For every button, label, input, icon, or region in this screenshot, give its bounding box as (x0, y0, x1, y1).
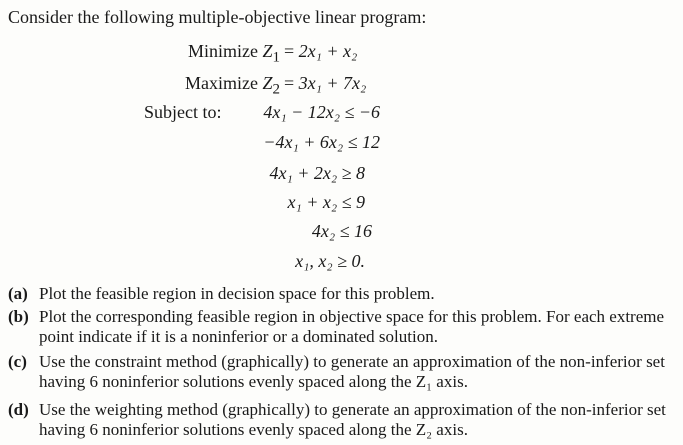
constraint-6 (190, 250, 365, 272)
constraint-6-text: x₁, x₂ ≥ 0. (295, 251, 365, 271)
problem-intro: Consider the following multiple-objective linear program: (8, 7, 427, 27)
part-c-tag: (c) (8, 352, 27, 371)
objective-1-label-text: Minimize (187, 41, 258, 61)
part-d-tag: (d) (8, 400, 29, 419)
objective-2-label (120, 72, 280, 101)
objective-2-label-text: Maximize (185, 73, 258, 93)
part-a (8, 284, 678, 304)
constraint-4-text: x₁ + x₂ ≤ 9 (287, 192, 365, 212)
part-b (8, 307, 678, 347)
objective-1-sub: 1 (272, 49, 280, 66)
constraint-4 (190, 191, 365, 213)
constraint-2-text: −4x₁ + 6x₂ ≤ 12 (263, 132, 380, 152)
constraint-5 (190, 220, 372, 242)
subject-to-label: Subject to: (144, 102, 222, 122)
constraint-1 (190, 101, 380, 123)
objective-1-eq: = 2x₁ + x₂ (284, 41, 358, 61)
part-b-tag: (b) (8, 307, 29, 326)
objective-1-label (120, 40, 280, 69)
objective-2-sub: 2 (272, 81, 280, 98)
part-c-text: Use the constraint method (graphically) to generate an approximation of the non-inferior set having 6 noninferior solutions evenly spaced along the Z₁ axis. (39, 352, 665, 391)
objective-1-var: Z (262, 41, 273, 61)
objective-2-eq: = 3x₁ + 7x₂ (284, 73, 367, 93)
part-b-text: Plot the corresponding feasible region in objective space for this problem. For each extreme point indicate if it is a noninferior or a dominated solution. (39, 307, 665, 346)
objective-2-rhs: 3x₁ + 7x₂ (298, 73, 367, 93)
constraint-3-text: 4x₁ + 2x₂ ≥ 8 (269, 163, 365, 183)
objective-2-var: Z (262, 73, 273, 93)
part-a-tag: (a) (8, 284, 28, 303)
constraint-5-text: 4x₂ ≤ 16 (311, 221, 372, 241)
constraint-1-text: 4x₁ − 12x₂ ≤ −6 (263, 102, 380, 122)
part-a-text: Plot the feasible region in decision space for this problem. (39, 284, 435, 303)
constraint-3 (190, 162, 365, 184)
part-c (8, 352, 678, 392)
part-d (8, 400, 678, 440)
part-d-text: Use the weighting method (graphically) to generate an approximation of the non-inferior set having 6 noninferior solutions evenly spaced along the Z₂ axis. (39, 400, 666, 439)
objective-1-rhs: 2x₁ + x₂ (298, 41, 358, 61)
constraint-2 (190, 131, 380, 153)
